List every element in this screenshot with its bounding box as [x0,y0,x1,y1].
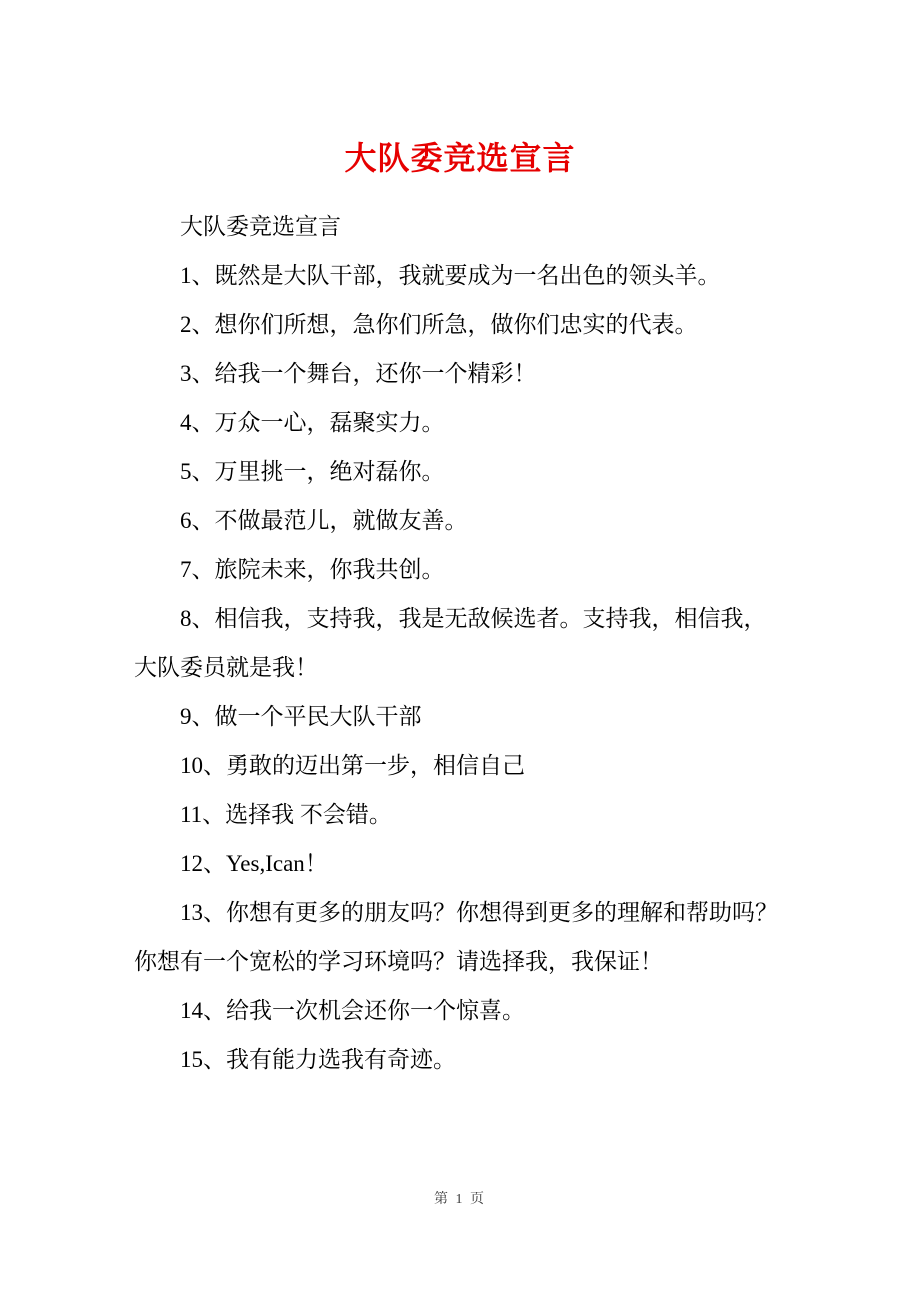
paragraph-line: 5、万里挑一，绝对磊你。 [180,459,445,484]
paragraph-line: 4、万众一心，磊聚实力。 [180,410,445,435]
document-body [134,202,786,1084]
paragraph-line: 大队委竞选宣言 [180,214,341,239]
paragraph-line: 10、勇敢的迈出第一步，相信自己 [180,753,525,778]
paragraph-line: 2、想你们所想，急你们所急，做你们忠实的代表。 [180,312,698,337]
paragraph-line: 14、给我一次机会还你一个惊喜。 [180,998,525,1023]
paragraph-line: 1、既然是大队干部，我就要成为一名出色的领头羊。 [180,263,721,288]
page-number: 第 1 页 [434,1192,486,1207]
paragraph-line: 7、旅院未来，你我共创。 [180,557,445,582]
paragraph-line: 6、不做最范儿，就做友善。 [180,508,468,533]
paragraph-line: 3、给我一个舞台，还你一个精彩！ [180,361,537,386]
paragraph-line: 你想有一个宽松的学习环境吗？请选择我，我保证！ [134,949,663,974]
paragraph-line: 13、你想有更多的朋友吗？你想得到更多的理解和帮助吗？ [180,900,778,925]
paragraph-line: 12、Yes,Ican！ [180,851,328,876]
page-title: 大队委竞选宣言 [344,140,576,176]
paragraph-line: 11、选择我 不会错。 [180,802,392,827]
paragraph-line: 15、我有能力选我有奇迹。 [180,1047,456,1072]
paragraph-line: 大队委员就是我！ [134,655,318,680]
paragraph-line: 9、做一个平民大队干部 [180,704,422,729]
paragraph-line: 8、相信我，支持我，我是无敌候选者。支持我，相信我， [180,606,767,631]
